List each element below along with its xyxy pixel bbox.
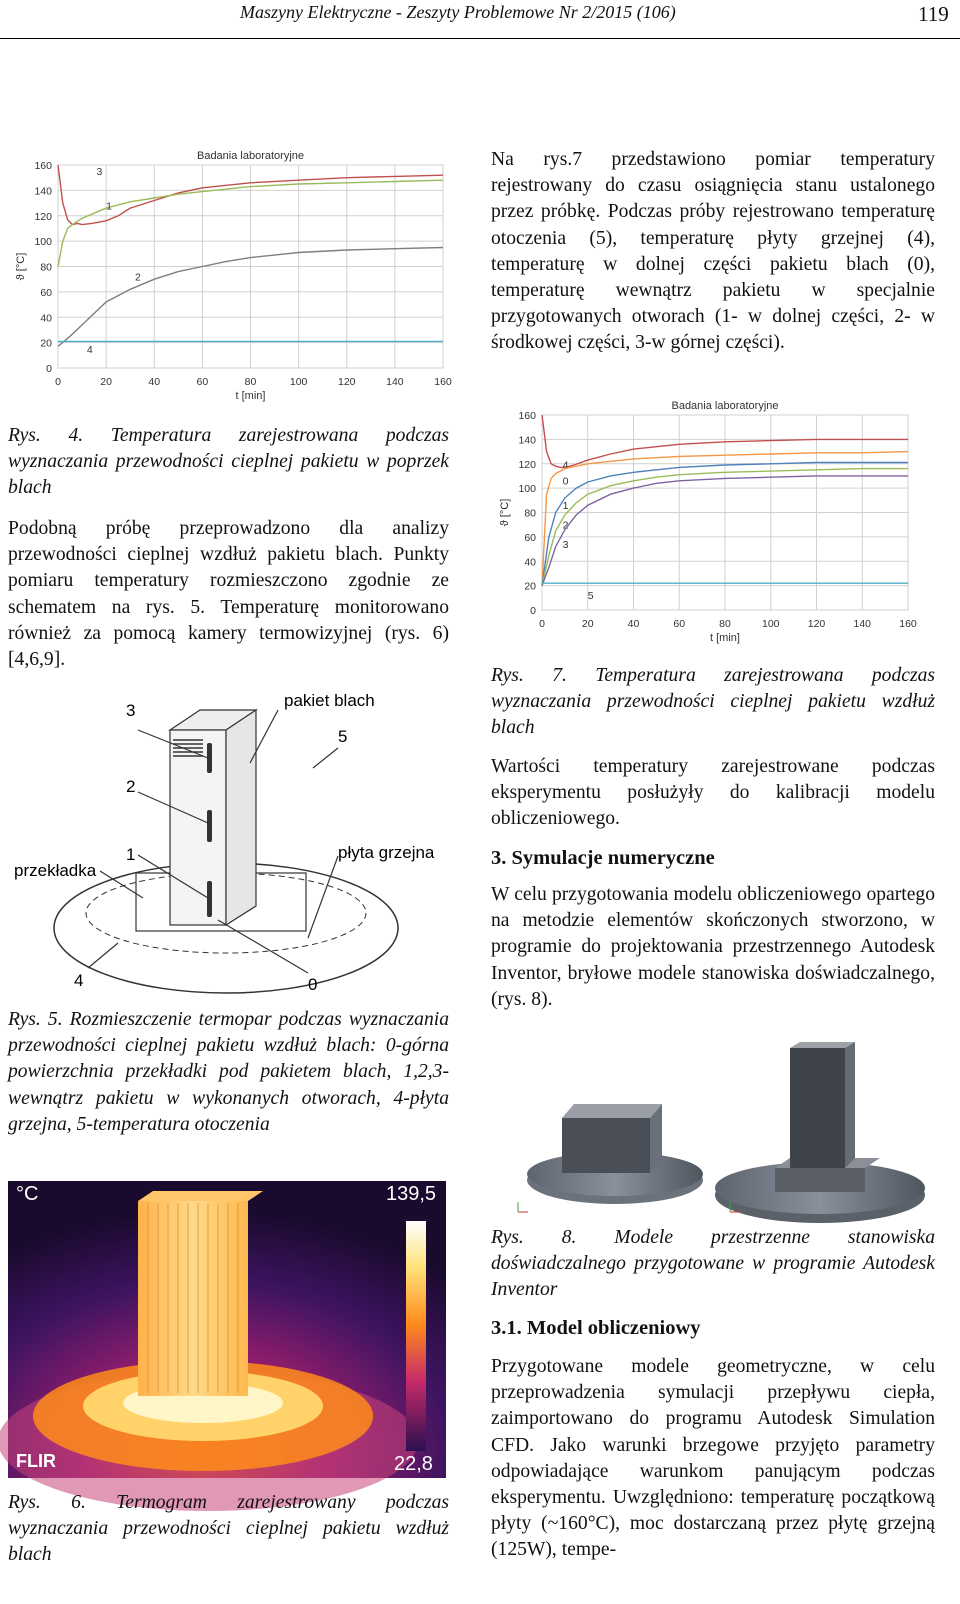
fig6-caption: Rys. 6. Termogram zarejestrowany podczas wyznaczania przewodności cieplnej pakietu wzdłuż blach [8, 1492, 449, 1566]
series-label-1: 1 [562, 499, 569, 512]
x-axis-label: t [min] [235, 390, 266, 402]
y-tick-label: 20 [40, 337, 52, 350]
fig4-caption: Rys. 4. Temperatura zarejestrowana podczas wyznaczania przewodności cieplnej pakietu w poprzek blach [8, 425, 449, 499]
series-label-5: 5 [587, 590, 594, 603]
y-tick-label: 160 [518, 410, 536, 422]
y-tick-label: 0 [46, 363, 52, 375]
fig7-chart [490, 395, 930, 660]
temperature-scale-bar [406, 1221, 426, 1451]
series-label-4: 4 [86, 343, 93, 356]
thermogram-image [8, 1181, 446, 1478]
label-1: 1 [126, 845, 136, 864]
x-tick-label: 80 [719, 618, 731, 630]
y-tick-label: 40 [40, 312, 52, 325]
series-label-2: 2 [562, 519, 569, 532]
right-paragraph-4: Przygotowane modele geometryczne, w celu przeprowadzenia symulacji przepływu ciepła, zaimportowano do programu Autodesk Simulation CFD. Jako warunki brzegowe przyjęto parametry odpowiadające warunkom panującym podczas eksperymentu. Uwzględniono: temperaturę początkową płyty (~160°C), moc dostarczaną przez płytę grzejną (125W), tempe- [491, 1356, 935, 1561]
model-right [715, 1042, 925, 1223]
x-tick-label: 40 [627, 618, 640, 630]
chart-title: Badania laboratoryjne [196, 150, 305, 162]
y-tick-label: 0 [530, 605, 536, 617]
label-plyta-grzejna: płyta grzejna [338, 843, 435, 862]
label-3: 3 [126, 701, 136, 720]
fig8-caption: Rys. 8. Modele przestrzenne stanowiska doświadczalnego przygotowane w programie Autodesk Inventor [491, 1227, 935, 1301]
x-tick-label: 40 [148, 376, 161, 388]
y-tick-label: 60 [40, 286, 52, 299]
header-rule [0, 38, 960, 39]
y-tick-label: 140 [518, 434, 536, 447]
y-tick-label: 60 [524, 531, 536, 544]
left-paragraph: Podobną próbę przeprowadzono dla analizy przewodności cieplnej wzdłuż pakietu blach. Punkty pomiaru temperatury rozmieszczono zgodnie ze schematem na rys. 5. Temperaturę monitorowano również za pomocą kamery termowizyjnej (rys. 6) [4,6,9]. [8, 518, 449, 671]
y-tick-label: 140 [34, 185, 52, 198]
fig6-thermogram [8, 1181, 446, 1478]
series-label-3: 3 [562, 538, 569, 551]
y-tick-label: 120 [34, 210, 52, 223]
stack-side-face [226, 710, 256, 925]
y-tick-label: 120 [518, 458, 536, 471]
x-axis-label: t [min] [710, 632, 740, 644]
series-label-3: 3 [96, 166, 103, 179]
x-tick-label: 160 [899, 618, 917, 630]
x-tick-label: 100 [761, 618, 780, 630]
section-heading-3: 3. Symulacje numeryczne [491, 847, 715, 869]
x-tick-label: 80 [244, 376, 257, 388]
chart-title: Badania laboratoryjne [671, 400, 779, 412]
x-tick-label: 60 [196, 376, 209, 388]
x-tick-label: 0 [539, 618, 545, 630]
y-tick-label: 160 [34, 160, 52, 172]
thermogram-unit: °C [16, 1183, 39, 1205]
right-paragraph-2: Wartości temperatury zarejestrowane podczas eksperymentu posłużyły do kalibracji modelu obliczeniowego. [491, 756, 935, 830]
model-left [527, 1104, 703, 1204]
y-tick-label: 20 [524, 580, 536, 593]
thermogram-min: 22,8 [394, 1453, 433, 1475]
label-2: 2 [126, 777, 136, 796]
y-tick-label: 80 [524, 507, 536, 520]
x-tick-label: 20 [581, 618, 594, 630]
right-paragraph-3: W celu przygotowania modelu obliczeniowego opartego na metodzie elementów skończonych stworzono, w programie do projektowania przestrzennego Autodesk Inventor, bryłowe modele stanowiska doświadczalnego, (rys. 8). [491, 884, 935, 1010]
series-label-2: 2 [135, 271, 141, 284]
right-paragraph-1: Na rys.7 przedstawiono pomiar temperatury rejestrowany do czasu osiągnięcia stanu ustalonego przez próbkę. Podczas próby rejestrowano temperaturę otoczenia (5), temperaturę płyty grzejnej (4), temperaturę w dolnej części pakietu blach (0), temperaturę wewnątrz pakietu w specjalnie przygotowanych otworach (1- w dolnej części, 2- w środkowej części, 3-w górnej części). [491, 149, 935, 354]
x-tick-label: 100 [289, 376, 308, 388]
fig7-caption: Rys. 7. Temperatura zarejestrowana podczas wyznaczania przewodności cieplnej pakietu wzdłuż blach [491, 665, 935, 739]
series-label-0: 0 [562, 475, 569, 488]
y-tick-label: 100 [518, 483, 536, 496]
x-tick-label: 0 [55, 376, 61, 388]
label-przekladka: przekładka [14, 861, 97, 880]
x-tick-label: 120 [807, 618, 826, 630]
fig5-caption: Rys. 5. Rozmieszczenie termopar podczas wyznaczania przewodności cieplnej pakietu wzdłuż blach: 0-górna powierzchnia przekładki pod pakietem blach, 1,2,3-wewnątrz pakietu w wykonanych otworach, 4-płyta grzejna, 5-temperatura otoczenia [8, 1009, 449, 1135]
x-tick-label: 60 [673, 618, 686, 630]
thermogram-max: 139,5 [386, 1183, 437, 1205]
x-tick-label: 140 [386, 376, 404, 388]
y-axis-label: ϑ [°C] [499, 498, 511, 527]
journal-header: Maszyny Elektryczne - Zeszyty Problemowe Nr 2/2015 (106) [240, 2, 676, 22]
label-pakiet-blach: pakiet blach [284, 691, 375, 710]
section-heading-3-1: 3.1. Model obliczeniowy [491, 1317, 701, 1339]
label-0: 0 [308, 975, 318, 994]
label-4: 4 [74, 971, 84, 990]
fig8-models [490, 1040, 935, 1225]
y-tick-label: 100 [34, 236, 52, 249]
x-tick-label: 140 [853, 618, 872, 630]
page-number: 119 [918, 2, 949, 26]
stack-front-face [170, 730, 226, 925]
x-tick-label: 160 [434, 376, 452, 388]
fig4-chart [8, 145, 452, 410]
label-5: 5 [338, 727, 348, 746]
x-tick-label: 120 [337, 376, 356, 388]
y-tick-label: 80 [40, 261, 52, 274]
y-tick-label: 40 [524, 556, 536, 569]
series-label-4: 4 [562, 459, 569, 472]
series-label-1: 1 [106, 200, 112, 213]
thermocouple-holes [207, 743, 212, 917]
y-axis-label: ϑ [°C] [15, 252, 27, 281]
flir-logo: FLIR [16, 1451, 56, 1471]
fig5-schematic [8, 688, 449, 998]
x-tick-label: 20 [100, 376, 112, 388]
